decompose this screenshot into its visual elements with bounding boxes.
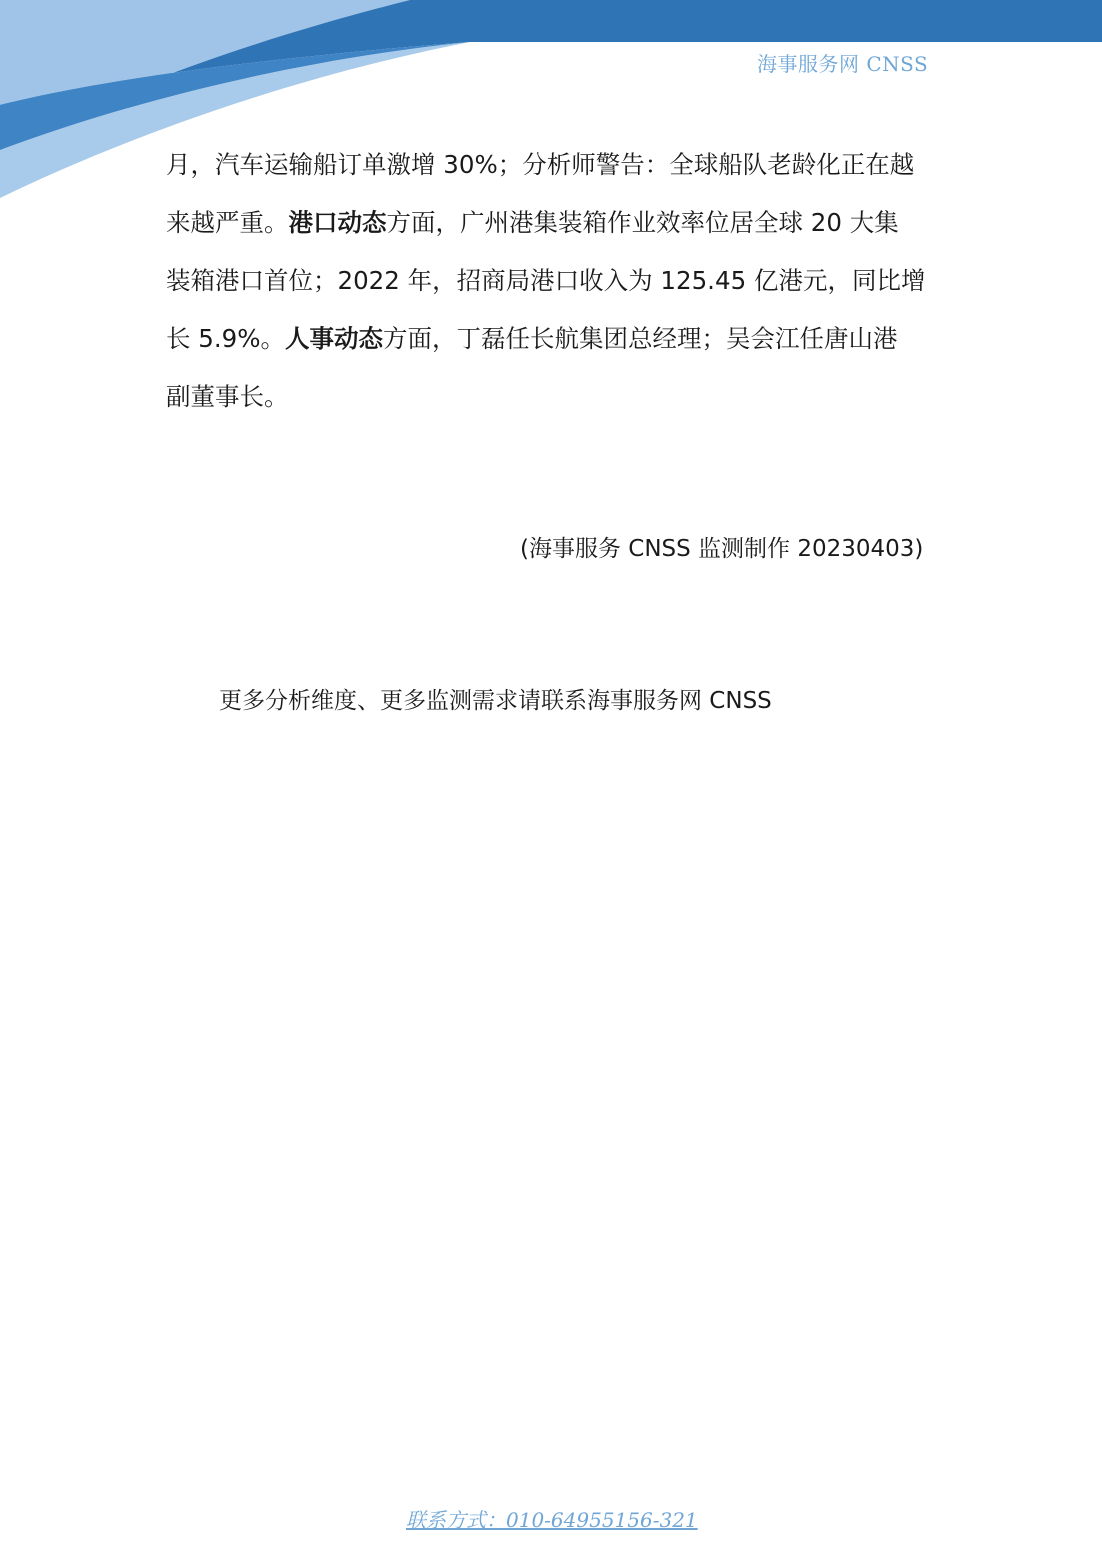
body-line <box>166 310 936 368</box>
production-credit: (海事服务 CNSS 监测制作 20230403) <box>520 536 924 562</box>
section-label-port: 港口动态 <box>288 208 387 237</box>
body-line <box>166 194 936 252</box>
section-label-personnel: 人事动态 <box>285 324 384 353</box>
body-line: 装箱港口首位；2022 年，招商局港口收入为 125.45 亿港元，同比增 <box>166 266 926 295</box>
header-site-title: 海事服务网 CNSS <box>757 52 929 76</box>
footer-contact-link[interactable]: 联系方式：010-64955156-321 <box>406 1508 698 1532</box>
text-run: 方面，广州港集装箱作业效率位居全球 20 大集 <box>386 208 899 237</box>
contact-cta: 更多分析维度、更多监测需求请联系海事服务网 CNSS <box>219 688 772 714</box>
text-run: 长 5.9%。 <box>166 324 286 353</box>
body-line: 月，汽车运输船订单激增 30%；分析师警告：全球船队老龄化正在越 <box>166 150 915 179</box>
text-run: 来越严重。 <box>166 208 289 237</box>
body-paragraph <box>166 136 936 426</box>
text-run: 方面，丁磊任长航集团总经理；吴会江任唐山港 <box>383 324 898 353</box>
body-line: 副董事长。 <box>166 382 289 411</box>
